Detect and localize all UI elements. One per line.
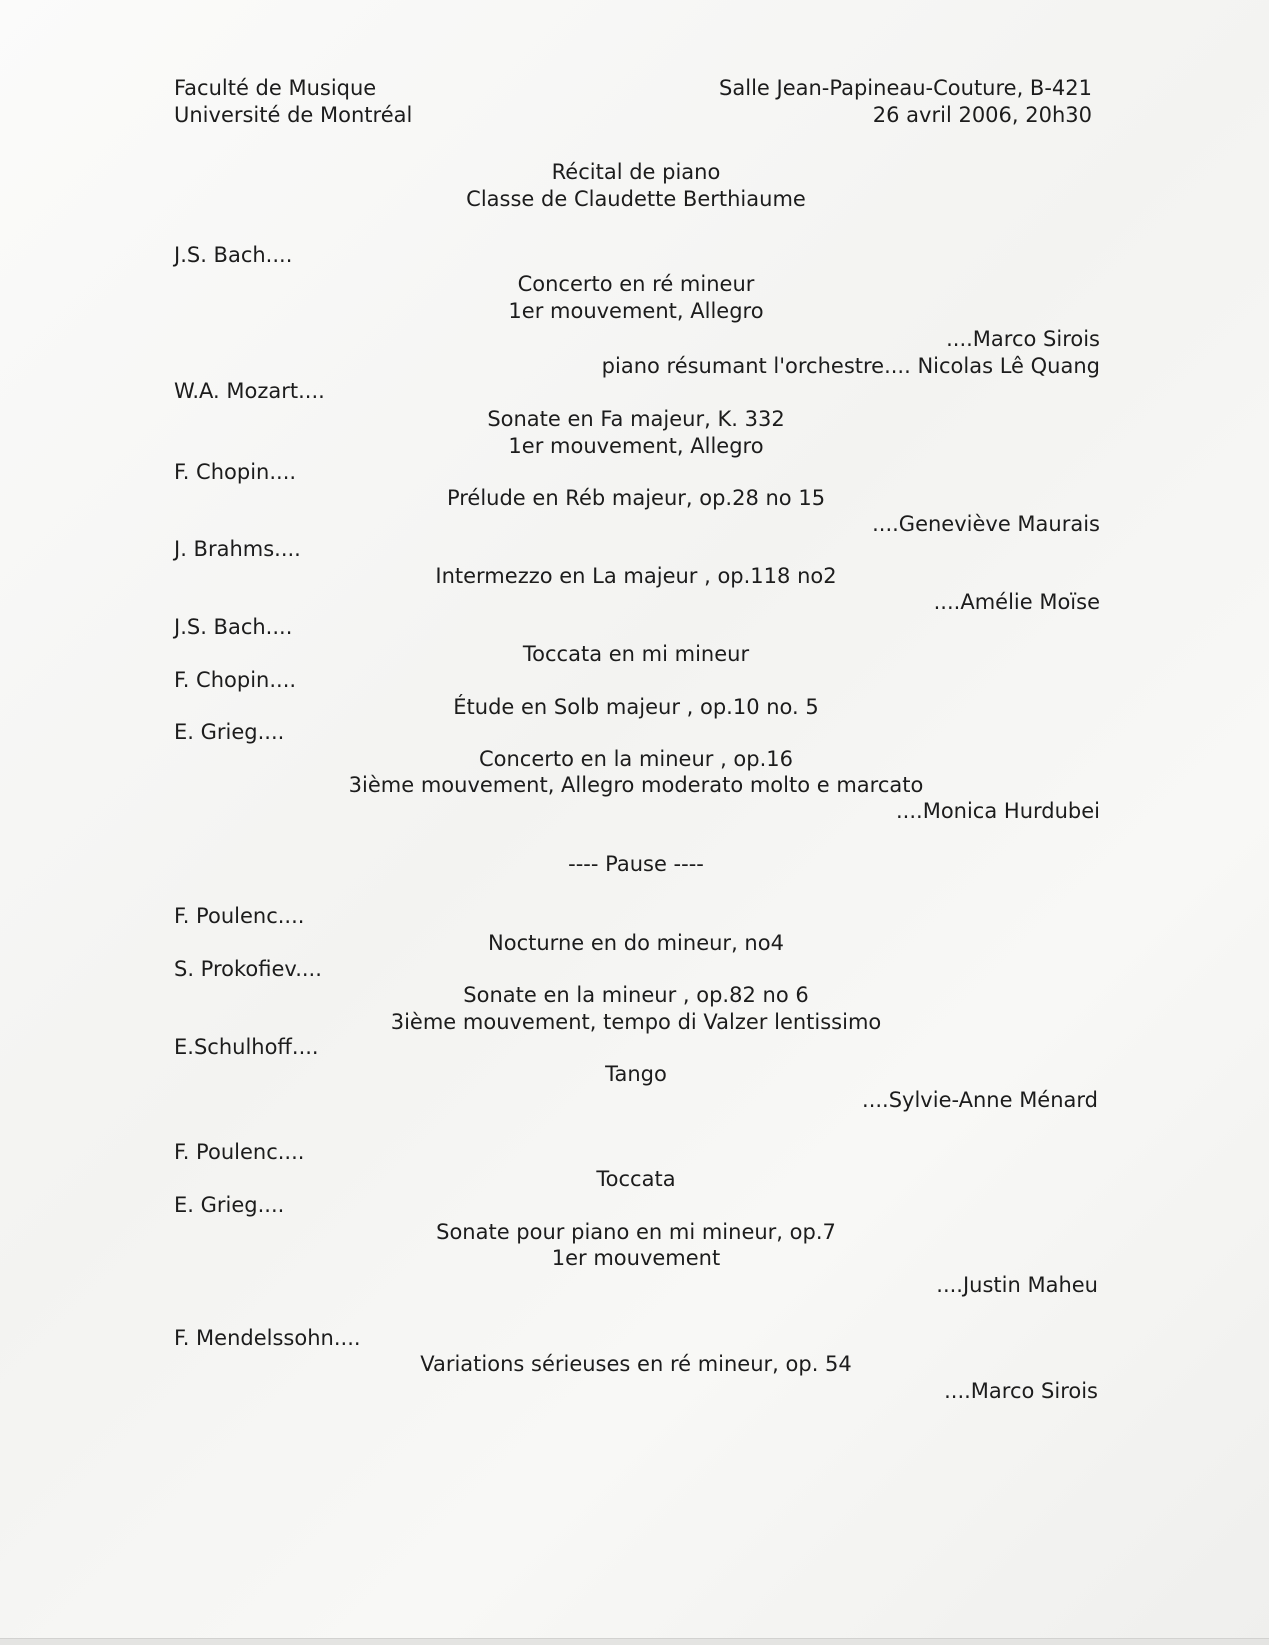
composer-line: S. Prokofiev.... xyxy=(174,957,322,981)
composer-line: J.S. Bach.... xyxy=(174,615,293,639)
university-name: Université de Montréal xyxy=(174,103,413,127)
performer-line: ....Justin Maheu xyxy=(936,1273,1098,1297)
work-line: Sonate en Fa majeur, K. 332 xyxy=(487,407,785,431)
composer-line: J.S. Bach.... xyxy=(174,243,293,267)
work-line: Toccata en mi mineur xyxy=(522,642,750,666)
date-time: 26 avril 2006, 20h30 xyxy=(872,103,1092,127)
composer-line: E. Grieg.... xyxy=(174,720,285,744)
work-line: Étude en Solb majeur , op.10 no. 5 xyxy=(453,695,819,719)
recital-title: Récital de piano xyxy=(551,160,721,184)
composer-line: F. Chopin.... xyxy=(174,668,297,692)
performer-line: ....Geneviève Maurais xyxy=(872,512,1100,536)
performer-line: ....Monica Hurdubei xyxy=(896,799,1100,823)
composer-line: F. Mendelssohn.... xyxy=(174,1326,361,1350)
scan-edge xyxy=(0,1638,1269,1645)
work-line: Concerto en ré mineur xyxy=(517,272,755,296)
performer-line: ....Marco Sirois xyxy=(946,327,1100,351)
composer-line: J. Brahms.... xyxy=(174,537,301,561)
work-line: Sonate pour piano en mi mineur, op.7 xyxy=(436,1220,836,1244)
work-line: Concerto en la mineur , op.16 xyxy=(478,747,794,771)
class-title: Classe de Claudette Berthiaume xyxy=(466,187,806,211)
composer-line: F. Poulenc.... xyxy=(174,904,305,928)
composer-line: E. Grieg.... xyxy=(174,1193,285,1217)
faculty-name: Faculté de Musique xyxy=(174,76,377,100)
composer-line: F. Chopin.... xyxy=(174,460,297,484)
work-line: 1er mouvement, Allegro xyxy=(508,299,764,323)
venue: Salle Jean-Papineau-Couture, B-421 xyxy=(719,76,1092,100)
work-line: Sonate en la mineur , op.82 no 6 xyxy=(463,983,809,1007)
work-line: Intermezzo en La majeur , op.118 no2 xyxy=(435,564,837,588)
work-line: Nocturne en do mineur, no4 xyxy=(488,931,784,955)
work-line: Variations sérieuses en ré mineur, op. 54 xyxy=(420,1352,852,1376)
work-line: Prélude en Réb majeur, op.28 no 15 xyxy=(446,486,826,510)
pause-line: ---- Pause ---- xyxy=(568,852,704,876)
work-line: Toccata xyxy=(596,1167,676,1191)
performer-line: ....Amélie Moïse xyxy=(933,590,1100,614)
performer-line: ....Marco Sirois xyxy=(944,1379,1098,1403)
composer-line: W.A. Mozart.... xyxy=(174,379,325,403)
work-line: Tango xyxy=(605,1062,667,1086)
work-line: 1er mouvement, Allegro xyxy=(508,434,764,458)
work-line: 3ième mouvement, Allegro moderato molto e marcato xyxy=(348,773,924,797)
performer-line: piano résumant l'orchestre.... Nicolas Lê Quang xyxy=(601,354,1100,378)
work-line: 3ième mouvement, tempo di Valzer lentissimo xyxy=(390,1010,882,1034)
composer-line: F. Poulenc.... xyxy=(174,1140,305,1164)
composer-line: E.Schulhoff.... xyxy=(174,1035,319,1059)
work-line: 1er mouvement xyxy=(551,1246,721,1270)
performer-line: ....Sylvie-Anne Ménard xyxy=(862,1088,1098,1112)
